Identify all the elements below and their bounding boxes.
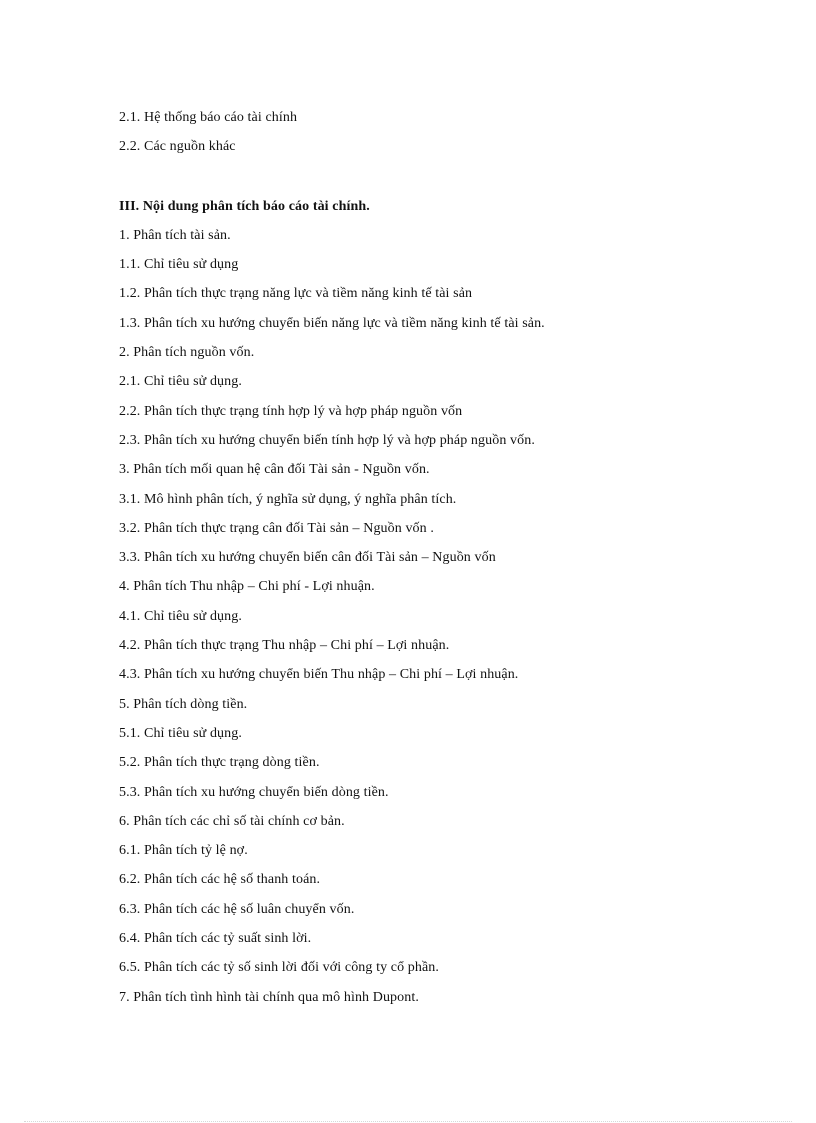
outline-item: 6.5. Phân tích các tỷ số sinh lời đối với công ty cổ phần. xyxy=(119,960,440,976)
outline-item: 2.3. Phân tích xu hướng chuyển biến tính hợp lý và hợp pháp nguồn vốn. xyxy=(119,432,535,448)
document-body xyxy=(119,103,739,1012)
outline-item: 6.3. Phân tích các hệ số luân chuyển vốn. xyxy=(119,901,355,917)
outline-item: 6. Phân tích các chỉ số tài chính cơ bản. xyxy=(119,813,345,829)
outline-item: 1. Phân tích tài sản. xyxy=(119,227,231,243)
outline-item: 1.1. Chỉ tiêu sử dụng xyxy=(119,257,239,273)
outline-item: 2.2. Các nguồn khác xyxy=(119,139,236,155)
outline-item: 6.2. Phân tích các hệ số thanh toán. xyxy=(119,872,321,888)
outline-item: 3.1. Mô hình phân tích, ý nghĩa sử dụng, ý nghĩa phân tích. xyxy=(119,491,457,507)
outline-item: 3.2. Phân tích thực trạng cân đối Tài sản – Nguồn vốn . xyxy=(119,520,434,536)
outline-item: 3.3. Phân tích xu hướng chuyển biến cân đối Tài sản – Nguồn vốn xyxy=(119,550,496,566)
outline-item: 2.1. Chỉ tiêu sử dụng. xyxy=(119,374,242,390)
outline-item: 5.2. Phân tích thực trạng dòng tiền. xyxy=(119,755,320,771)
outline-item: 1.3. Phân tích xu hướng chuyển biến năng lực và tiềm năng kinh tế tài sản. xyxy=(119,315,545,331)
outline-item: 6.4. Phân tích các tỷ suất sinh lời. xyxy=(119,931,312,947)
paragraph-spacer xyxy=(119,162,739,192)
page-bottom-rule xyxy=(24,1121,792,1122)
outline-item: 4.2. Phân tích thực trạng Thu nhập – Chi phí – Lợi nhuận. xyxy=(119,638,450,654)
outline-item: 2.2. Phân tích thực trạng tính hợp lý và hợp pháp nguồn vốn xyxy=(119,403,463,419)
outline-item: 2. Phân tích nguồn vốn. xyxy=(119,345,255,361)
outline-item: 5.3. Phân tích xu hướng chuyển biến dòng tiền. xyxy=(119,784,389,800)
outline-item: 3. Phân tích mối quan hệ cân đối Tài sản - Nguồn vốn. xyxy=(119,462,430,478)
outline-item: 4. Phân tích Thu nhập – Chi phí - Lợi nhuận. xyxy=(119,579,375,595)
outline-item: 2.1. Hệ thống báo cáo tài chính xyxy=(119,110,298,125)
outline-item: 5.1. Chỉ tiêu sử dụng. xyxy=(119,725,242,741)
outline-item: 4.3. Phân tích xu hướng chuyển biến Thu nhập – Chi phí – Lợi nhuận. xyxy=(119,667,519,683)
section-heading: III. Nội dung phân tích báo cáo tài chính. xyxy=(119,198,370,214)
outline-item: 5. Phân tích dòng tiền. xyxy=(119,696,248,712)
outline-item: 1.2. Phân tích thực trạng năng lực và tiềm năng kinh tế tài sản xyxy=(119,286,473,302)
outline-item: 4.1. Chỉ tiêu sử dụng. xyxy=(119,608,242,624)
outline-item: 7. Phân tích tình hình tài chính qua mô hình Dupont. xyxy=(119,989,419,1005)
outline-item: 6.1. Phân tích tỷ lệ nợ. xyxy=(119,843,248,859)
